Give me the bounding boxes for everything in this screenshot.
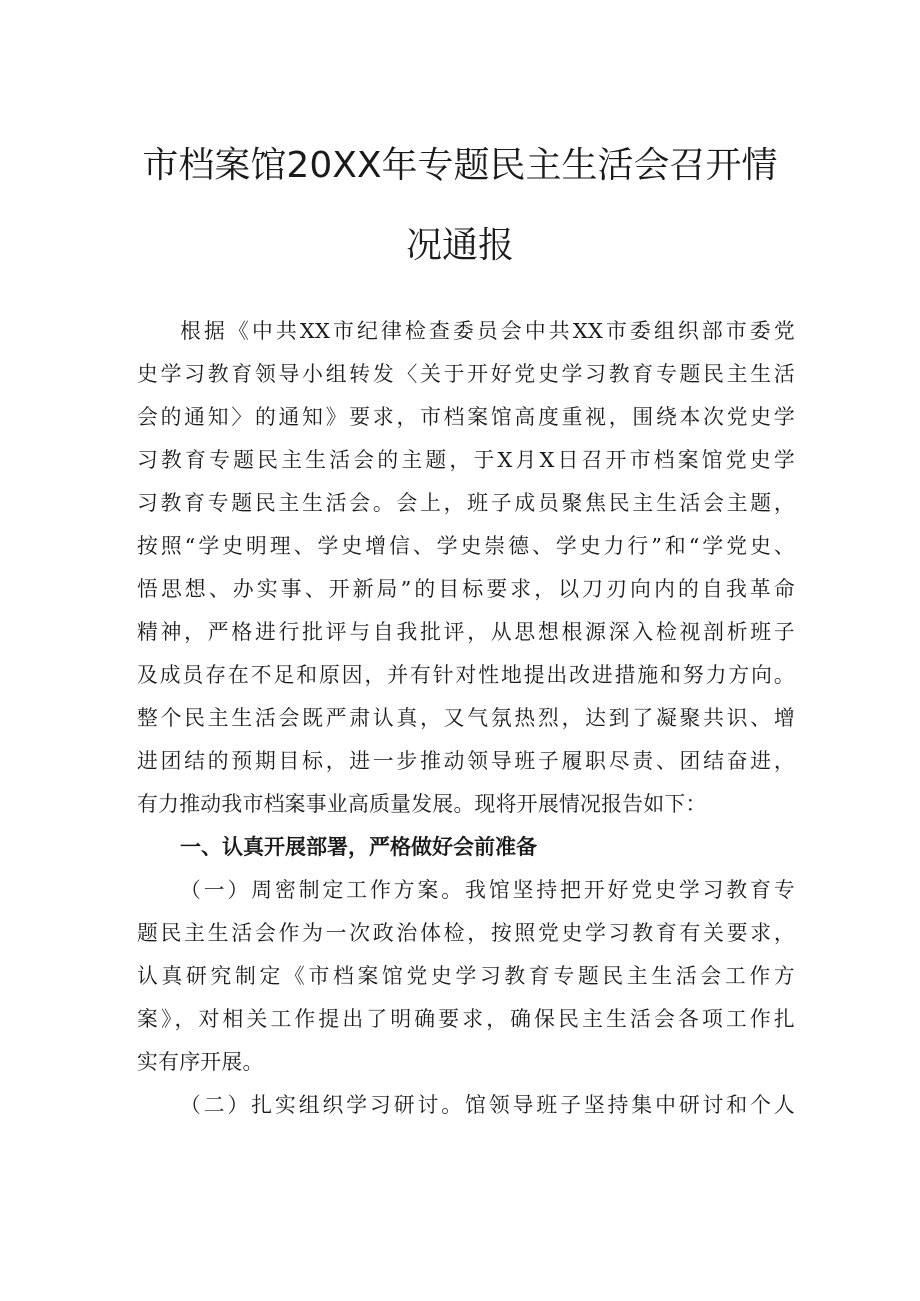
- paragraph-3-line: （二）扎实组织学习研讨。馆领导班子坚持集中研讨和个人: [180, 1093, 795, 1117]
- paragraph-1-line: 史学习教育领导小组转发〈关于开好党史学习教育专题民主生活: [137, 362, 795, 386]
- paragraph-1-line: 及成员存在不足和原因，并有针对性地提出改进措施和努力方向。: [137, 663, 795, 687]
- paragraph-1-line: 习教育专题民主生活会的主题，于X月X日召开市档案馆党史学: [137, 448, 795, 472]
- paragraph-1-line: 习教育专题民主生活会。会上，班子成员聚焦民主生活会主题，: [137, 491, 795, 515]
- paragraph-1-line: 根据《中共XX市纪律检查委员会中共XX市委组织部市委党: [180, 319, 795, 343]
- document-title-line-1: 市档案馆20XX年专题民主生活会召开情: [142, 145, 778, 186]
- document-title-line-2: 况通报: [405, 225, 514, 266]
- paragraph-2-line: 实有序开展。: [137, 1050, 264, 1074]
- section-heading-1: 一、认真开展部署，严格做好会前准备: [180, 835, 537, 859]
- paragraph-1-line: 精神，严格进行批评与自我批评，从思想根源深入检视剖析班子: [137, 620, 795, 644]
- paragraph-1-line: 进团结的预期目标，进一步推动领导班子履职尽责、团结奋进，: [137, 749, 795, 773]
- paragraph-1-line: 按照“学史明理、学史增信、学史崇德、学史力行”和“学党史、: [137, 534, 795, 558]
- paragraph-1-line: 有力推动我市档案事业高质量发展。现将开展情况报告如下：: [137, 792, 707, 816]
- paragraph-2-line: 案》，对相关工作提出了明确要求，确保民主生活会各项工作扎: [137, 1007, 795, 1031]
- paragraph-2-line: 认真研究制定《市档案馆党史学习教育专题民主生活会工作方: [137, 964, 795, 988]
- paragraph-1-line: 整个民主生活会既严肃认真，又气氛热烈，达到了凝聚共识、增: [137, 706, 795, 730]
- paragraph-2-line: 题民主生活会作为一次政治体检，按照党史学习教育有关要求，: [137, 921, 795, 945]
- paragraph-2-line: （一）周密制定工作方案。我馆坚持把开好党史学习教育专: [180, 878, 795, 902]
- paragraph-1-line: 悟思想、办实事、开新局”的目标要求，以刀刃向内的自我革命: [137, 577, 795, 601]
- paragraph-1-line: 会的通知〉的通知》要求，市档案馆高度重视，围绕本次党史学: [137, 405, 795, 429]
